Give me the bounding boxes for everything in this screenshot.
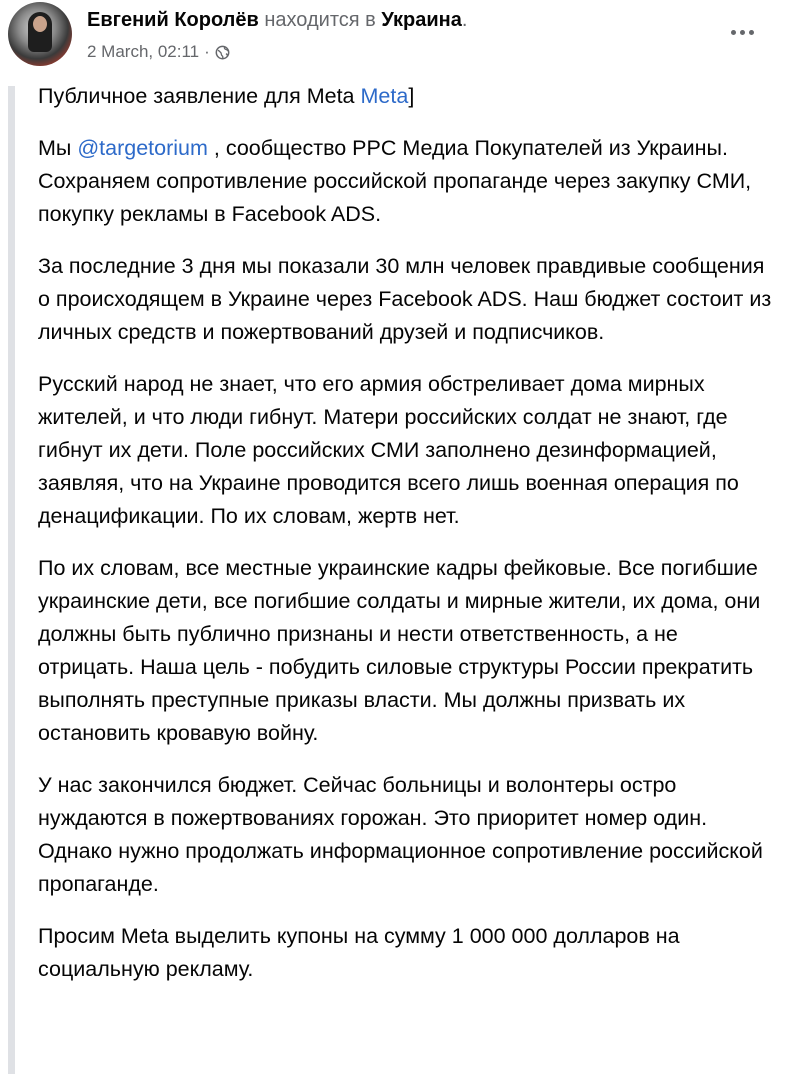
meta-link[interactable]: Meta — [360, 84, 409, 108]
paragraph-2-start: Мы — [38, 136, 78, 160]
location-name[interactable]: Украина — [381, 9, 462, 31]
statement-title: Публичное заявление для Meta — [38, 84, 361, 108]
post-header — [0, 0, 802, 80]
post-body — [38, 80, 778, 1005]
header-line — [87, 6, 467, 34]
quote-bar — [8, 86, 15, 1074]
meta-separator: · — [204, 42, 210, 61]
location-suffix: . — [461, 9, 468, 31]
paragraph-2-text: , сообщество PPC Медиа Покупателей из Украины. Сохраняем сопротивление российской пропаганде через закупку СМИ, покупку рекламы в Facebook ADS. — [38, 136, 752, 226]
post-paragraph-7: Просим Meta выделить купоны на сумму 1 000 000 долларов на социальную рекламу. — [38, 924, 680, 981]
globe-icon[interactable] — [215, 45, 230, 60]
post-timestamp[interactable]: 2 March, 02:11 — [87, 42, 200, 61]
post-paragraph-6b: Однако нужно продолжать информационное сопротивление российской пропаганде. — [38, 839, 763, 896]
avatar[interactable] — [8, 2, 72, 66]
more-options-icon-dot — [749, 30, 754, 35]
post-paragraph-4: Русский народ не знает, что его армия обстреливает дома мирных жителей, и что люди гибнут. Матери российских солдат не знают, где гибнут их дети. Поле российских СМИ заполнено дезинформацией, заявляя, что на Украине проводится всего лишь военная операция по денацификации. По их словам, жертв нет. — [38, 372, 739, 528]
more-options-icon-dot — [740, 30, 745, 35]
bracket-text: ] — [408, 84, 415, 108]
targetorium-mention[interactable]: @targetorium — [77, 136, 208, 160]
avatar-face — [33, 16, 47, 32]
post-paragraph-5: По их словам, все местные украинские кадры фейковые. Все погибшие украинские дети, все погибшие солдаты и мирные жители, их дома, они должны быть публично признаны и нести ответственность, а не отрицать. Наша цель - побудить силовые структуры России прекратить выполнять преступные приказы власти. Мы должны призвать их остановить кровавую войну. — [38, 556, 761, 745]
post-meta — [87, 40, 230, 64]
post-paragraph-2 — [38, 132, 778, 231]
author-name[interactable]: Евгений Королёв — [87, 9, 259, 31]
location-prefix: находится в — [264, 9, 376, 31]
more-options-icon — [731, 30, 736, 35]
post-paragraph-6a: У нас закончился бюджет. Сейчас больницы и волонтеры остро нуждаются в пожертвованиях горожан. Это приоритет номер один. — [38, 773, 708, 830]
post-paragraph-3: За последние 3 дня мы показали 30 млн человек правдивые сообщения о происходящем в Украине через Facebook ADS. Наш бюджет состоит из личных средств и пожертвований друзей и подписчиков. — [38, 254, 772, 344]
more-options-button[interactable] — [722, 18, 762, 46]
post-paragraph-1 — [38, 80, 778, 113]
